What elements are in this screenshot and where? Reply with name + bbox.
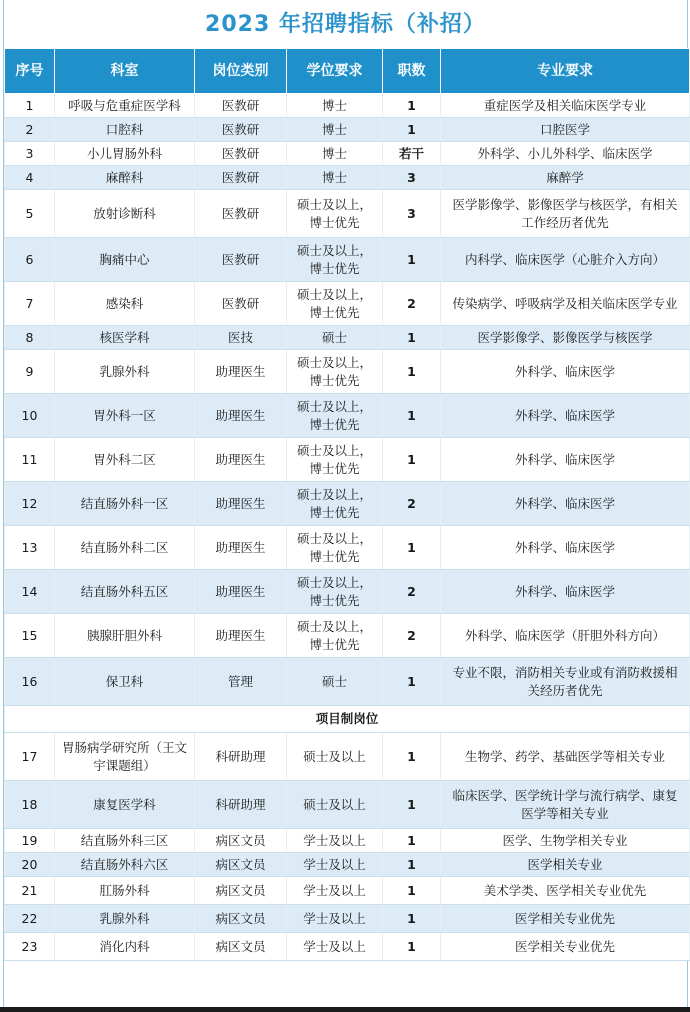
cell-degree: 学士及以上	[287, 905, 383, 933]
cell-type: 助理医生	[195, 570, 287, 614]
section-label: 项目制岗位	[5, 706, 690, 733]
cell-degree: 硕士及以上，博士优先	[287, 570, 383, 614]
table-row	[5, 570, 690, 614]
cell-no: 17	[5, 733, 55, 781]
cell-type: 病区文员	[195, 877, 287, 905]
recruitment-sheet	[3, 0, 688, 1012]
table-row	[5, 905, 690, 933]
cell-count: 2	[383, 570, 441, 614]
cell-major: 麻醉学	[441, 166, 690, 190]
cell-major: 外科学、临床医学	[441, 438, 690, 482]
header-type: 岗位类别	[195, 49, 287, 94]
table-row	[5, 282, 690, 326]
cell-count: 1	[383, 829, 441, 853]
header-degree: 学位要求	[287, 49, 383, 94]
cell-count: 3	[383, 166, 441, 190]
cell-degree: 硕士及以上	[287, 781, 383, 829]
cell-degree: 博士	[287, 142, 383, 166]
cell-no: 4	[5, 166, 55, 190]
cell-count: 2	[383, 282, 441, 326]
cell-degree: 学士及以上	[287, 933, 383, 961]
cell-dept: 小儿胃肠外科	[55, 142, 195, 166]
cell-dept: 结直肠外科二区	[55, 526, 195, 570]
cell-major: 外科学、临床医学	[441, 570, 690, 614]
table-row	[5, 166, 690, 190]
cell-major: 传染病学、呼吸病学及相关临床医学专业	[441, 282, 690, 326]
cell-degree: 硕士及以上，博士优先	[287, 482, 383, 526]
table-row	[5, 190, 690, 238]
cell-count: 1	[383, 526, 441, 570]
table-row	[5, 438, 690, 482]
cell-no: 11	[5, 438, 55, 482]
cell-no: 16	[5, 658, 55, 706]
cell-count: 1	[383, 877, 441, 905]
cell-major: 外科学、临床医学	[441, 394, 690, 438]
table-header-row	[5, 49, 690, 94]
cell-no: 10	[5, 394, 55, 438]
cell-degree: 硕士及以上，博士优先	[287, 190, 383, 238]
cell-count: 1	[383, 933, 441, 961]
cell-no: 23	[5, 933, 55, 961]
cell-type: 助理医生	[195, 438, 287, 482]
cell-dept: 放射诊断科	[55, 190, 195, 238]
cell-dept: 结直肠外科五区	[55, 570, 195, 614]
cell-major: 美术学类、医学相关专业优先	[441, 877, 690, 905]
table-row	[5, 733, 690, 781]
table-row	[5, 877, 690, 905]
cell-dept: 消化内科	[55, 933, 195, 961]
cell-no: 15	[5, 614, 55, 658]
cell-degree: 硕士及以上，博士优先	[287, 350, 383, 394]
cell-dept: 核医学科	[55, 326, 195, 350]
cell-major: 医学、生物学相关专业	[441, 829, 690, 853]
cell-major: 医学相关专业优先	[441, 905, 690, 933]
cell-degree: 学士及以上	[287, 877, 383, 905]
cell-type: 医教研	[195, 94, 287, 118]
cell-type: 助理医生	[195, 394, 287, 438]
cell-type: 病区文员	[195, 829, 287, 853]
cell-degree: 硕士	[287, 326, 383, 350]
cell-type: 科研助理	[195, 733, 287, 781]
cell-dept: 胃肠病学研究所（王文宇课题组）	[55, 733, 195, 781]
cell-degree: 硕士及以上，博士优先	[287, 526, 383, 570]
cell-type: 医教研	[195, 142, 287, 166]
cell-major: 内科学、临床医学（心脏介入方向）	[441, 238, 690, 282]
table-row	[5, 94, 690, 118]
cell-degree: 硕士及以上，博士优先	[287, 614, 383, 658]
cell-degree: 博士	[287, 94, 383, 118]
cell-degree: 硕士及以上，博士优先	[287, 238, 383, 282]
cell-type: 管理	[195, 658, 287, 706]
cell-type: 病区文员	[195, 905, 287, 933]
table-row	[5, 238, 690, 282]
cell-major: 生物学、药学、基础医学等相关专业	[441, 733, 690, 781]
cell-degree: 博士	[287, 118, 383, 142]
cell-degree: 硕士	[287, 658, 383, 706]
cell-degree: 学士及以上	[287, 829, 383, 853]
cell-dept: 结直肠外科一区	[55, 482, 195, 526]
cell-type: 医教研	[195, 238, 287, 282]
cell-major: 医学相关专业	[441, 853, 690, 877]
table-row	[5, 781, 690, 829]
cell-dept: 胸痛中心	[55, 238, 195, 282]
cell-count: 3	[383, 190, 441, 238]
cell-no: 7	[5, 282, 55, 326]
cell-major: 外科学、临床医学（肝胆外科方向）	[441, 614, 690, 658]
table-row	[5, 658, 690, 706]
cell-no: 5	[5, 190, 55, 238]
cell-count: 2	[383, 614, 441, 658]
table-row	[5, 118, 690, 142]
header-dept: 科室	[55, 49, 195, 94]
table-row	[5, 933, 690, 961]
cell-no: 14	[5, 570, 55, 614]
cell-type: 医技	[195, 326, 287, 350]
cell-degree: 博士	[287, 166, 383, 190]
header-count: 职数	[383, 49, 441, 94]
cell-count: 1	[383, 350, 441, 394]
cell-dept: 乳腺外科	[55, 350, 195, 394]
cell-major: 临床医学、医学统计学与流行病学、康复医学等相关专业	[441, 781, 690, 829]
table-row	[5, 350, 690, 394]
cell-type: 医教研	[195, 118, 287, 142]
cell-dept: 肛肠外科	[55, 877, 195, 905]
cell-type: 医教研	[195, 282, 287, 326]
cell-no: 9	[5, 350, 55, 394]
cell-no: 18	[5, 781, 55, 829]
table-row	[5, 482, 690, 526]
cell-major: 医学影像学、影像医学与核医学	[441, 326, 690, 350]
table-body	[5, 94, 690, 961]
cell-no: 8	[5, 326, 55, 350]
cell-major: 外科学、临床医学	[441, 350, 690, 394]
cell-no: 3	[5, 142, 55, 166]
cell-dept: 保卫科	[55, 658, 195, 706]
cell-dept: 乳腺外科	[55, 905, 195, 933]
cell-count: 1	[383, 781, 441, 829]
cell-type: 科研助理	[195, 781, 287, 829]
cell-major: 重症医学及相关临床医学专业	[441, 94, 690, 118]
cell-no: 12	[5, 482, 55, 526]
cell-count: 1	[383, 905, 441, 933]
table-row	[5, 614, 690, 658]
cell-major: 专业不限，消防相关专业或有消防救援相关经历者优先	[441, 658, 690, 706]
cell-type: 医教研	[195, 166, 287, 190]
cell-no: 19	[5, 829, 55, 853]
cell-major: 外科学、小儿外科学、临床医学	[441, 142, 690, 166]
cell-degree: 硕士及以上，博士优先	[287, 438, 383, 482]
cell-dept: 麻醉科	[55, 166, 195, 190]
cell-dept: 口腔科	[55, 118, 195, 142]
cell-count: 1	[383, 733, 441, 781]
cell-dept: 感染科	[55, 282, 195, 326]
cell-count: 1	[383, 438, 441, 482]
cell-major: 医学相关专业优先	[441, 933, 690, 961]
section-row	[5, 706, 690, 733]
cell-type: 助理医生	[195, 482, 287, 526]
cell-major: 口腔医学	[441, 118, 690, 142]
cell-major: 外科学、临床医学	[441, 526, 690, 570]
cell-major: 医学影像学、影像医学与核医学，有相关工作经历者优先	[441, 190, 690, 238]
cell-no: 6	[5, 238, 55, 282]
cell-count: 1	[383, 118, 441, 142]
cell-type: 助理医生	[195, 526, 287, 570]
bottom-border	[0, 1007, 690, 1012]
cell-count: 1	[383, 658, 441, 706]
table-row	[5, 526, 690, 570]
cell-degree: 硕士及以上	[287, 733, 383, 781]
cell-degree: 学士及以上	[287, 853, 383, 877]
cell-major: 外科学、临床医学	[441, 482, 690, 526]
cell-type: 病区文员	[195, 853, 287, 877]
table-row	[5, 829, 690, 853]
cell-type: 助理医生	[195, 350, 287, 394]
cell-no: 22	[5, 905, 55, 933]
cell-dept: 胰腺肝胆外科	[55, 614, 195, 658]
cell-dept: 胃外科二区	[55, 438, 195, 482]
cell-count: 1	[383, 94, 441, 118]
cell-dept: 结直肠外科三区	[55, 829, 195, 853]
cell-count: 1	[383, 238, 441, 282]
cell-degree: 硕士及以上，博士优先	[287, 394, 383, 438]
table-row	[5, 142, 690, 166]
cell-dept: 康复医学科	[55, 781, 195, 829]
cell-count: 若干	[383, 142, 441, 166]
header-major: 专业要求	[441, 49, 690, 94]
cell-no: 21	[5, 877, 55, 905]
cell-count: 1	[383, 326, 441, 350]
cell-no: 2	[5, 118, 55, 142]
cell-no: 1	[5, 94, 55, 118]
cell-dept: 胃外科一区	[55, 394, 195, 438]
cell-dept: 结直肠外科六区	[55, 853, 195, 877]
cell-count: 2	[383, 482, 441, 526]
table-row	[5, 326, 690, 350]
cell-no: 20	[5, 853, 55, 877]
cell-type: 医教研	[195, 190, 287, 238]
cell-no: 13	[5, 526, 55, 570]
table-row	[5, 853, 690, 877]
header-no: 序号	[5, 49, 55, 94]
cell-count: 1	[383, 394, 441, 438]
recruitment-table	[4, 48, 690, 961]
cell-degree: 硕士及以上，博士优先	[287, 282, 383, 326]
cell-type: 病区文员	[195, 933, 287, 961]
table-row	[5, 394, 690, 438]
cell-count: 1	[383, 853, 441, 877]
cell-dept: 呼吸与危重症医学科	[55, 94, 195, 118]
page-title: 2023 年招聘指标（补招）	[205, 12, 486, 37]
cell-type: 助理医生	[195, 614, 287, 658]
